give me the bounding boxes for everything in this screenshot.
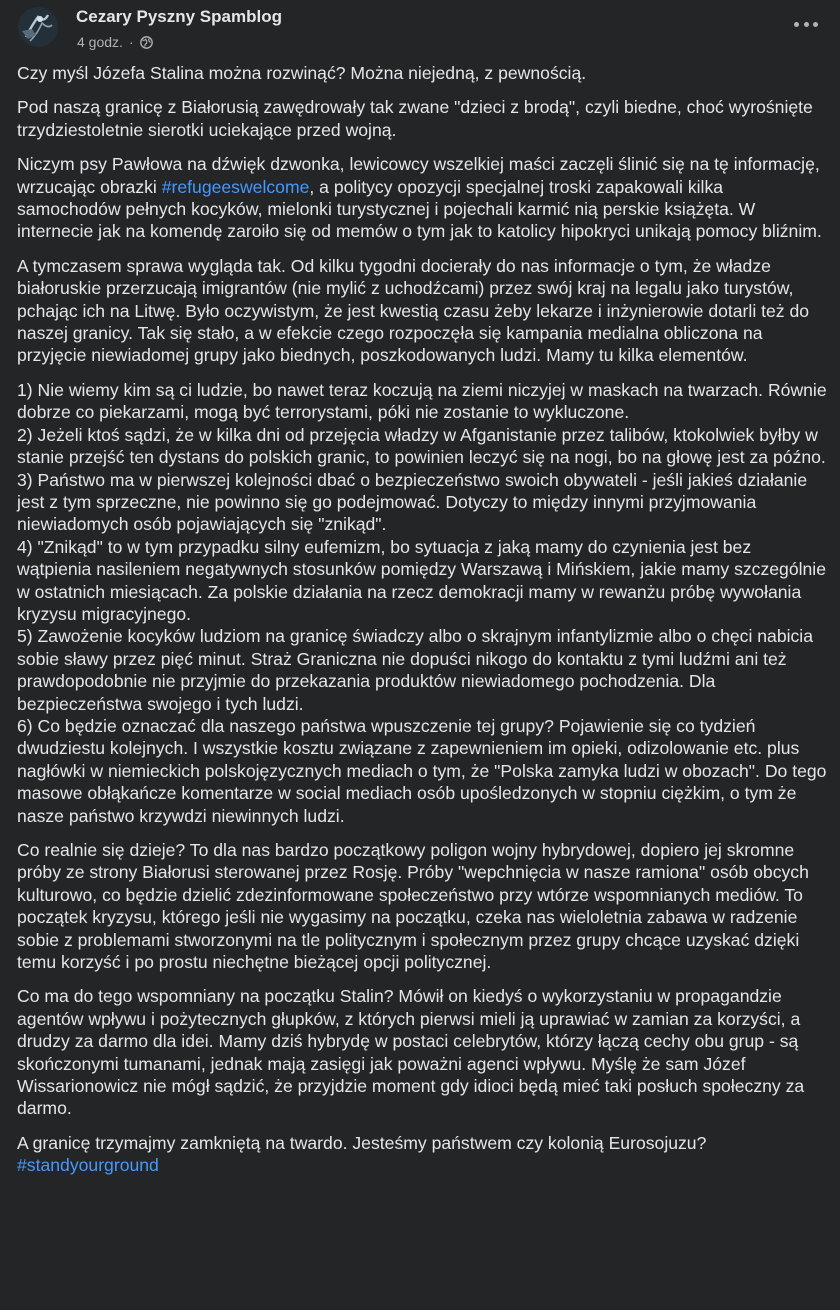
list-item-6: 6) Co będzie oznaczać dla naszego państwa wpuszczenie tej grupy? Pojawienie się co tydzień dwudziestu kolejnych. I wszystkie kosztu związane z zapewnieniem im opieki, odizolowanie etc. plus nagłówki w niemieckich polskojęzycznych mediach o tym, że "Polska zamyka ludzi w obozach". Do tego masowe obłąkańcze komentarze w social mediach osób upośledzonych w stopniu ciężkim, o tym że nasze państwo krzywdzi niewinnych ludzi. <box>17 715 827 826</box>
list-item-3: 3) Państwo ma w pierwszej kolejności dbać o bezpieczeństwo swoich obywateli - jeśli jakieś działanie jest z tym sprzeczne, nie powinno się go podejmować. Dotyczy to między innymi przyjmowania niewiadomych osób pojawiających się "znikąd". <box>17 469 808 535</box>
post-header <box>0 0 840 70</box>
paragraph-7-text: A granicę trzymajmy zamkniętą na twardo. Jesteśmy państwem czy kolonią Eurosojuzu? <box>17 1132 707 1153</box>
post-paragraph-4: A tymczasem sprawa wygląda tak. Od kilku tygodni docierały do nas informacje o tym, że władze białoruskie przerzucają imigrantów (nie mylić z uchodźcami) przez swój kraj na legalu jako turystów, pchając ich na Litwę. Było oczywistym, że jest kwestią czasu żeby lekarze i inżynierowie dotarli też do naszej granicy. Tak się stało, a w efekcie czego rozpoczęła się kampania medialna obliczona na przyjęcie niewiadomej grupy jako biednych, poszkodowanych ludzi. Mamy tu kilka elementów. <box>17 255 810 366</box>
hashtag-standyourground[interactable]: #standyourground <box>17 1155 159 1176</box>
post-paragraph-1: Czy myśl Józefa Stalina można rozwinąć? Można niejedną, z pewnością. <box>17 63 587 83</box>
list-item-5: 5) Zawożenie kocyków ludziom na granicę świadczy albo o skrajnym infantylizmie albo o chęci nabicia sobie sławy przez pięć minut. Straż Graniczna nie dopuści nikogo do kontaktu z tymi ludźmi ani też prawdopodobnie nie przyjmie do przekazania produktów niewiadomego pochodzenia. Dla bezpieczeństwa swojego i tych ludzi. <box>17 626 813 714</box>
list-item-4: 4) "Znikąd" to w tym przypadku silny eufemizm, bo sytuacja z jaką mamy do czynienia jest bez wątpienia nasileniem negatywnych stosunków pomiędzy Warszawą i Mińskiem, jakie mamy szczególnie w ostatnich miesiącach. Za polskie działania na rzecz demokracji mamy w rewanżu próbę wywołania kryzysu migracyjnego. <box>17 536 826 624</box>
post-paragraph-6: Co ma do tego wspomniany na początku Stalin? Mówił on kiedyś o wykorzystaniu w propagandzie agentów wpływu i pożytecznych głupków, z których pierwsi mieli ją uprawiać w zamian za korzyści, a drudzy za darmo dla idei. Mamy dziś hybrydę w postaci celebrytów, którzy łączą cechy obu grup - są skończonymi tumanami, jednak mają zasięgi jak poważni agenci wpływu. Myślę że sam Józef Wissarionowicz nie mógł sądzić, że przyjdzie moment gdy idioci będą mieć taki posłuch społeczny za darmo. <box>17 986 805 1119</box>
more-options-icon[interactable] <box>794 14 818 34</box>
list-item-2: 2) Jeżeli ktoś sądzi, że w kilka dni od przejęcia władzy w Afganistanie przez talibów, ktokolwiek byłby w stanie przejść ten dystans do polskich granic, to powinien leczyć się na nogi, bo na głowę jest za późno. <box>17 424 826 468</box>
page-avatar[interactable] <box>18 7 58 47</box>
post-body <box>17 62 829 1189</box>
paragraph-3-text-after: , a politycy opozycji specjalnej troski zapakowali kilka samochodów pełnych kocyków, mielonki turystycznej i pojechali karmić nią perskie książęta. W internecie jak na komendę zaroiło się od memów o tym jak to katolicy hipokryci unikają pomocy bliźnim. <box>17 176 822 242</box>
author-name[interactable]: Cezary Pyszny Spamblog <box>76 7 282 26</box>
hashtag-refugeeswelcome[interactable]: #refugeeswelcome <box>161 176 310 197</box>
numbered-list <box>17 379 829 827</box>
post-paragraph-2: Pod naszą granicę z Białorusią zawędrowały tak zwane "dzieci z brodą", czyli biedne, choć wyrośnięte trzydziestoletnie sierotki uciekające przed wojną. <box>17 97 813 140</box>
avatar-image <box>18 7 58 47</box>
paragraph-3-text-before: Niczym psy Pawłowa na dźwięk dzwonka, lewicowcy wszelkiej maści zaczęli ślinić się na tę informację, wrzucając obrazki <box>17 154 820 197</box>
list-item-1: 1) Nie wiemy kim są ci ludzie, bo nawet teraz koczują na ziemi niczyjej w maskach na twarzach. Równie dobrze co piekarzami, mogą być terrorystami, póki nie zostanie to wykluczone. <box>17 379 827 423</box>
post-paragraph-3 <box>17 153 829 243</box>
post-meta <box>77 34 153 50</box>
post-paragraph-7 <box>17 1132 829 1177</box>
globe-icon[interactable] <box>140 36 153 49</box>
meta-separator: · <box>128 34 134 50</box>
post-paragraph-5: Co realnie się dzieje? To dla nas bardzo początkowy poligon wojny hybrydowej, dopiero jej skromne próby ze strony Białorusi sterowanej przez Rosję. Próby "wepchnięcia w nasze ramiona" osób obcych kulturowo, co będzie dzielić zdezinformowane społeczeństwo przy wtórze wspomnianych mediów. To początek kryzysu, którego jeśli nie wygasimy na początku, czeka nas wieloletnia zabawa w radzenie sobie z problemami stworzonymi na tle politycznym i społecznym przez grupy chcące uzyskać dzięki temu korzyść i po prostu niechętne bieżącej opcji politycznej. <box>17 840 809 973</box>
post-timestamp[interactable]: 4 godz. <box>77 34 123 50</box>
